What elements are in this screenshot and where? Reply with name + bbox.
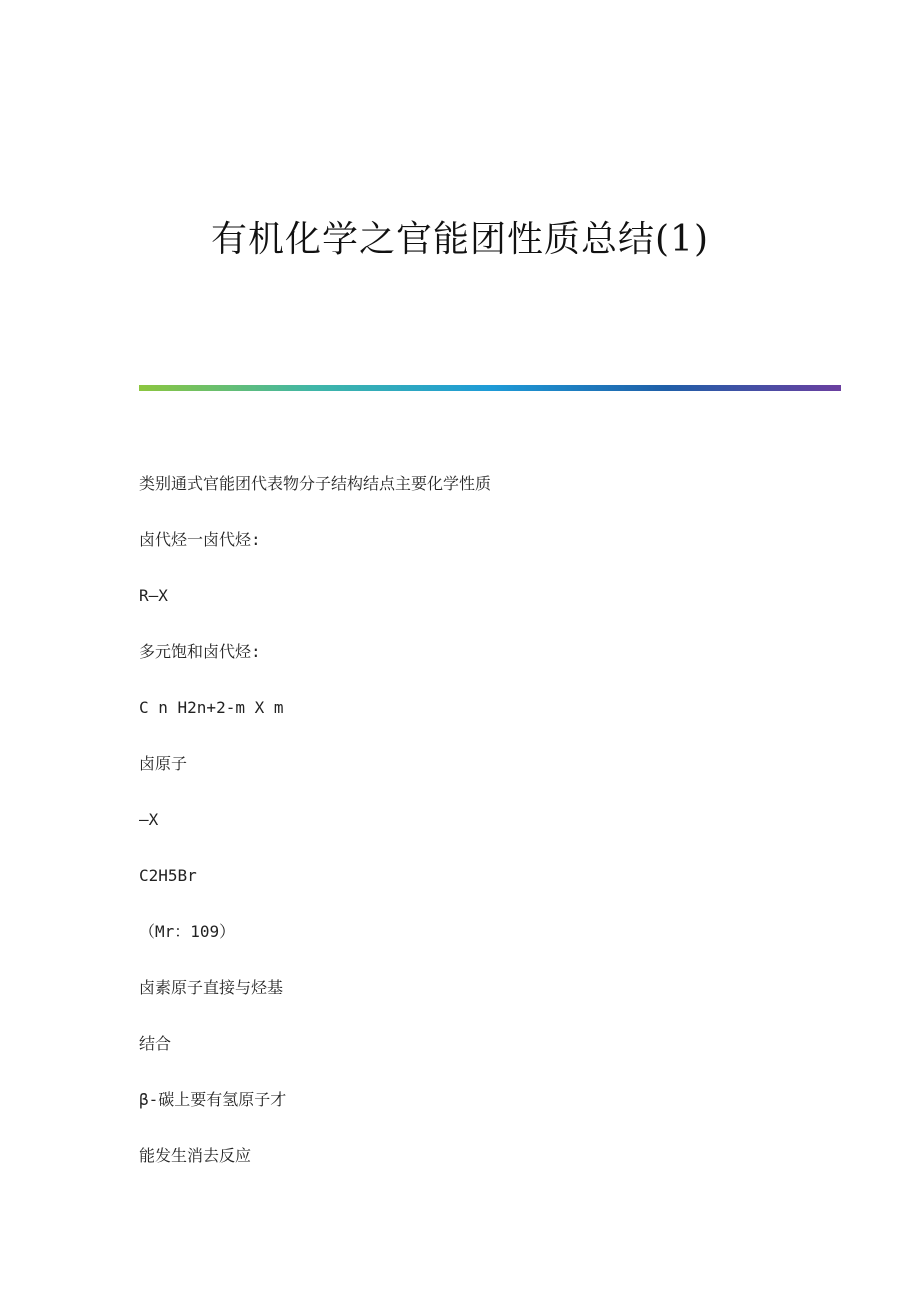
content-line: （Mr：109） — [139, 922, 236, 941]
content-line: 多元饱和卤代烃: — [139, 642, 261, 661]
content-line: R—X — [139, 586, 168, 605]
content-line: 卤代烃一卤代烃: — [139, 530, 261, 549]
content-line: 卤素原子直接与烃基 — [139, 978, 284, 997]
content-line: C n H2n+2-m X m — [139, 698, 284, 717]
content-line: β-碳上要有氢原子才 — [139, 1090, 287, 1109]
document-title: 有机化学之官能团性质总结(1) — [211, 219, 709, 260]
content-line-header: 类别通式官能团代表物分子结构结点主要化学性质 — [139, 474, 492, 493]
gradient-divider — [139, 385, 841, 391]
content-lines — [139, 470, 491, 1198]
content-line: 能发生消去反应 — [139, 1146, 252, 1165]
content-line: —X — [139, 810, 159, 829]
content-line: 卤原子 — [139, 754, 188, 773]
content-line: C2H5Br — [139, 866, 197, 885]
content-line: 结合 — [139, 1034, 172, 1053]
